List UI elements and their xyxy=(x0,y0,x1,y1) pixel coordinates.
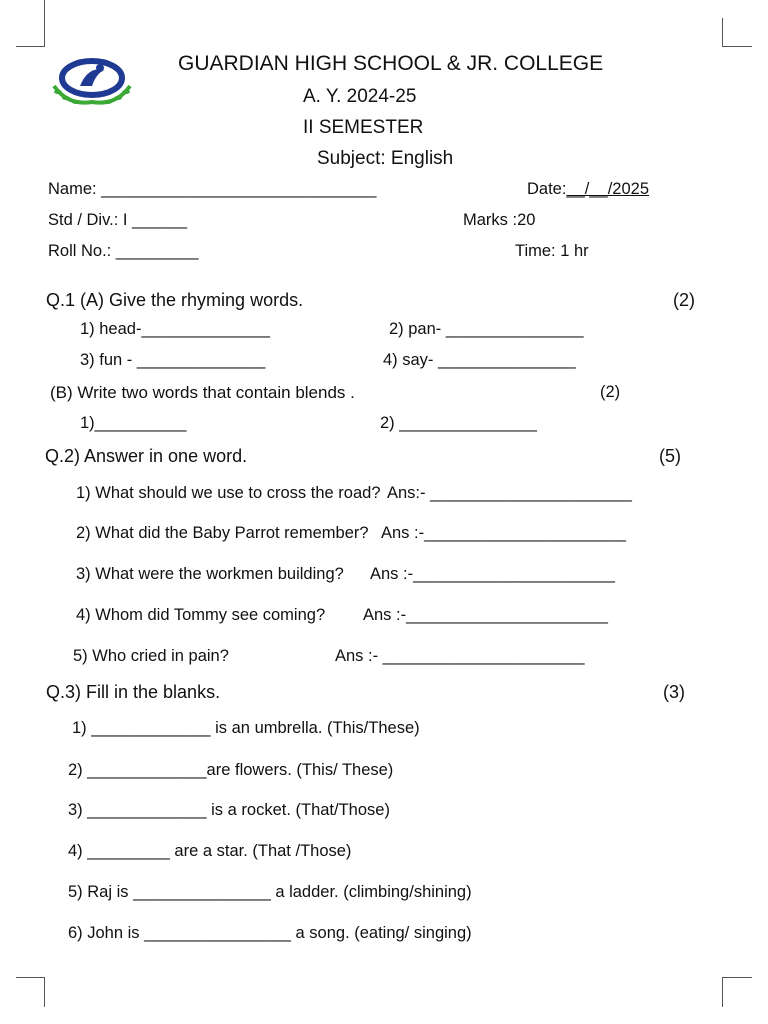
q3-item[interactable]: 4) _________ are a star. (That /Those) xyxy=(68,842,352,860)
date-field[interactable] xyxy=(527,180,649,199)
crop-mark-bl xyxy=(44,977,45,1007)
crop-mark-tl xyxy=(44,0,45,46)
q2-question: 2) What did the Baby Parrot remember? xyxy=(76,524,369,542)
crop-mark-tr xyxy=(722,18,723,46)
q1b-item[interactable]: 1)__________ xyxy=(80,414,187,432)
q2-answer-field[interactable]: Ans :-______________________ xyxy=(370,565,615,583)
q1-item[interactable]: 1) head-______________ xyxy=(80,320,270,338)
q2-question: 1) What should we use to cross the road? xyxy=(76,484,381,502)
roll-no-field[interactable]: Roll No.: _________ xyxy=(48,242,199,260)
crop-mark-br-h xyxy=(722,977,752,978)
marks-label: Marks :20 xyxy=(463,211,536,229)
q2-question: 3) What were the workmen building? xyxy=(76,565,344,583)
q1-title: Q.1 (A) Give the rhyming words. xyxy=(46,290,304,310)
q2-answer-field[interactable]: Ans :-______________________ xyxy=(381,524,626,542)
name-field[interactable]: Name: ______________________________ xyxy=(48,180,377,198)
crop-mark-tr-h xyxy=(722,46,752,47)
q3-item[interactable]: 1) _____________ is an umbrella. (This/These) xyxy=(72,719,420,737)
q2-marks: (5) xyxy=(659,446,681,466)
q2-title: Q.2) Answer in one word. xyxy=(45,446,248,466)
q3-item[interactable]: 5) Raj is _______________ a ladder. (climbing/shining) xyxy=(68,883,472,901)
semester: II SEMESTER xyxy=(303,117,424,138)
academic-year: A. Y. 2024-25 xyxy=(303,86,417,107)
crop-mark-br xyxy=(722,977,723,1007)
q3-item[interactable]: 3) _____________ is a rocket. (That/Those) xyxy=(68,801,390,819)
q2-answer-field[interactable]: Ans :-______________________ xyxy=(363,606,608,624)
q1b-marks: (2) xyxy=(600,383,621,401)
date-value: __/__/2025 xyxy=(566,180,650,198)
q2-answer-field[interactable]: Ans :- ______________________ xyxy=(335,647,585,665)
q3-marks: (3) xyxy=(663,682,685,702)
q1b-title: (B) Write two words that contain blends . xyxy=(50,383,355,402)
std-div-field[interactable]: Std / Div.: I ______ xyxy=(48,211,188,229)
school-name: GUARDIAN HIGH SCHOOL & JR. COLLEGE xyxy=(178,52,604,75)
q1-item[interactable]: 4) say- _______________ xyxy=(383,351,576,369)
q1-marks: (2) xyxy=(673,290,695,310)
q3-title: Q.3) Fill in the blanks. xyxy=(46,682,221,702)
crop-mark-bl-h xyxy=(16,977,45,978)
q3-item[interactable]: 6) John is ________________ a song. (eating/ singing) xyxy=(68,924,472,942)
q1-item[interactable]: 3) fun - ______________ xyxy=(80,351,266,369)
q2-question: 4) Whom did Tommy see coming? xyxy=(76,606,326,624)
time-label: Time: 1 hr xyxy=(515,242,589,260)
crop-mark-tl-h xyxy=(16,46,45,47)
q1b-item[interactable]: 2) _______________ xyxy=(380,414,537,432)
q2-question: 5) Who cried in pain? xyxy=(73,647,229,665)
q3-item[interactable]: 2) _____________are flowers. (This/ These) xyxy=(68,761,394,779)
date-label: Date: xyxy=(527,180,567,198)
q1-item[interactable]: 2) pan- _______________ xyxy=(389,320,584,338)
q2-answer-field[interactable]: Ans:- ______________________ xyxy=(387,484,632,502)
school-emblem-icon xyxy=(48,56,136,112)
subject: Subject: English xyxy=(317,148,454,169)
